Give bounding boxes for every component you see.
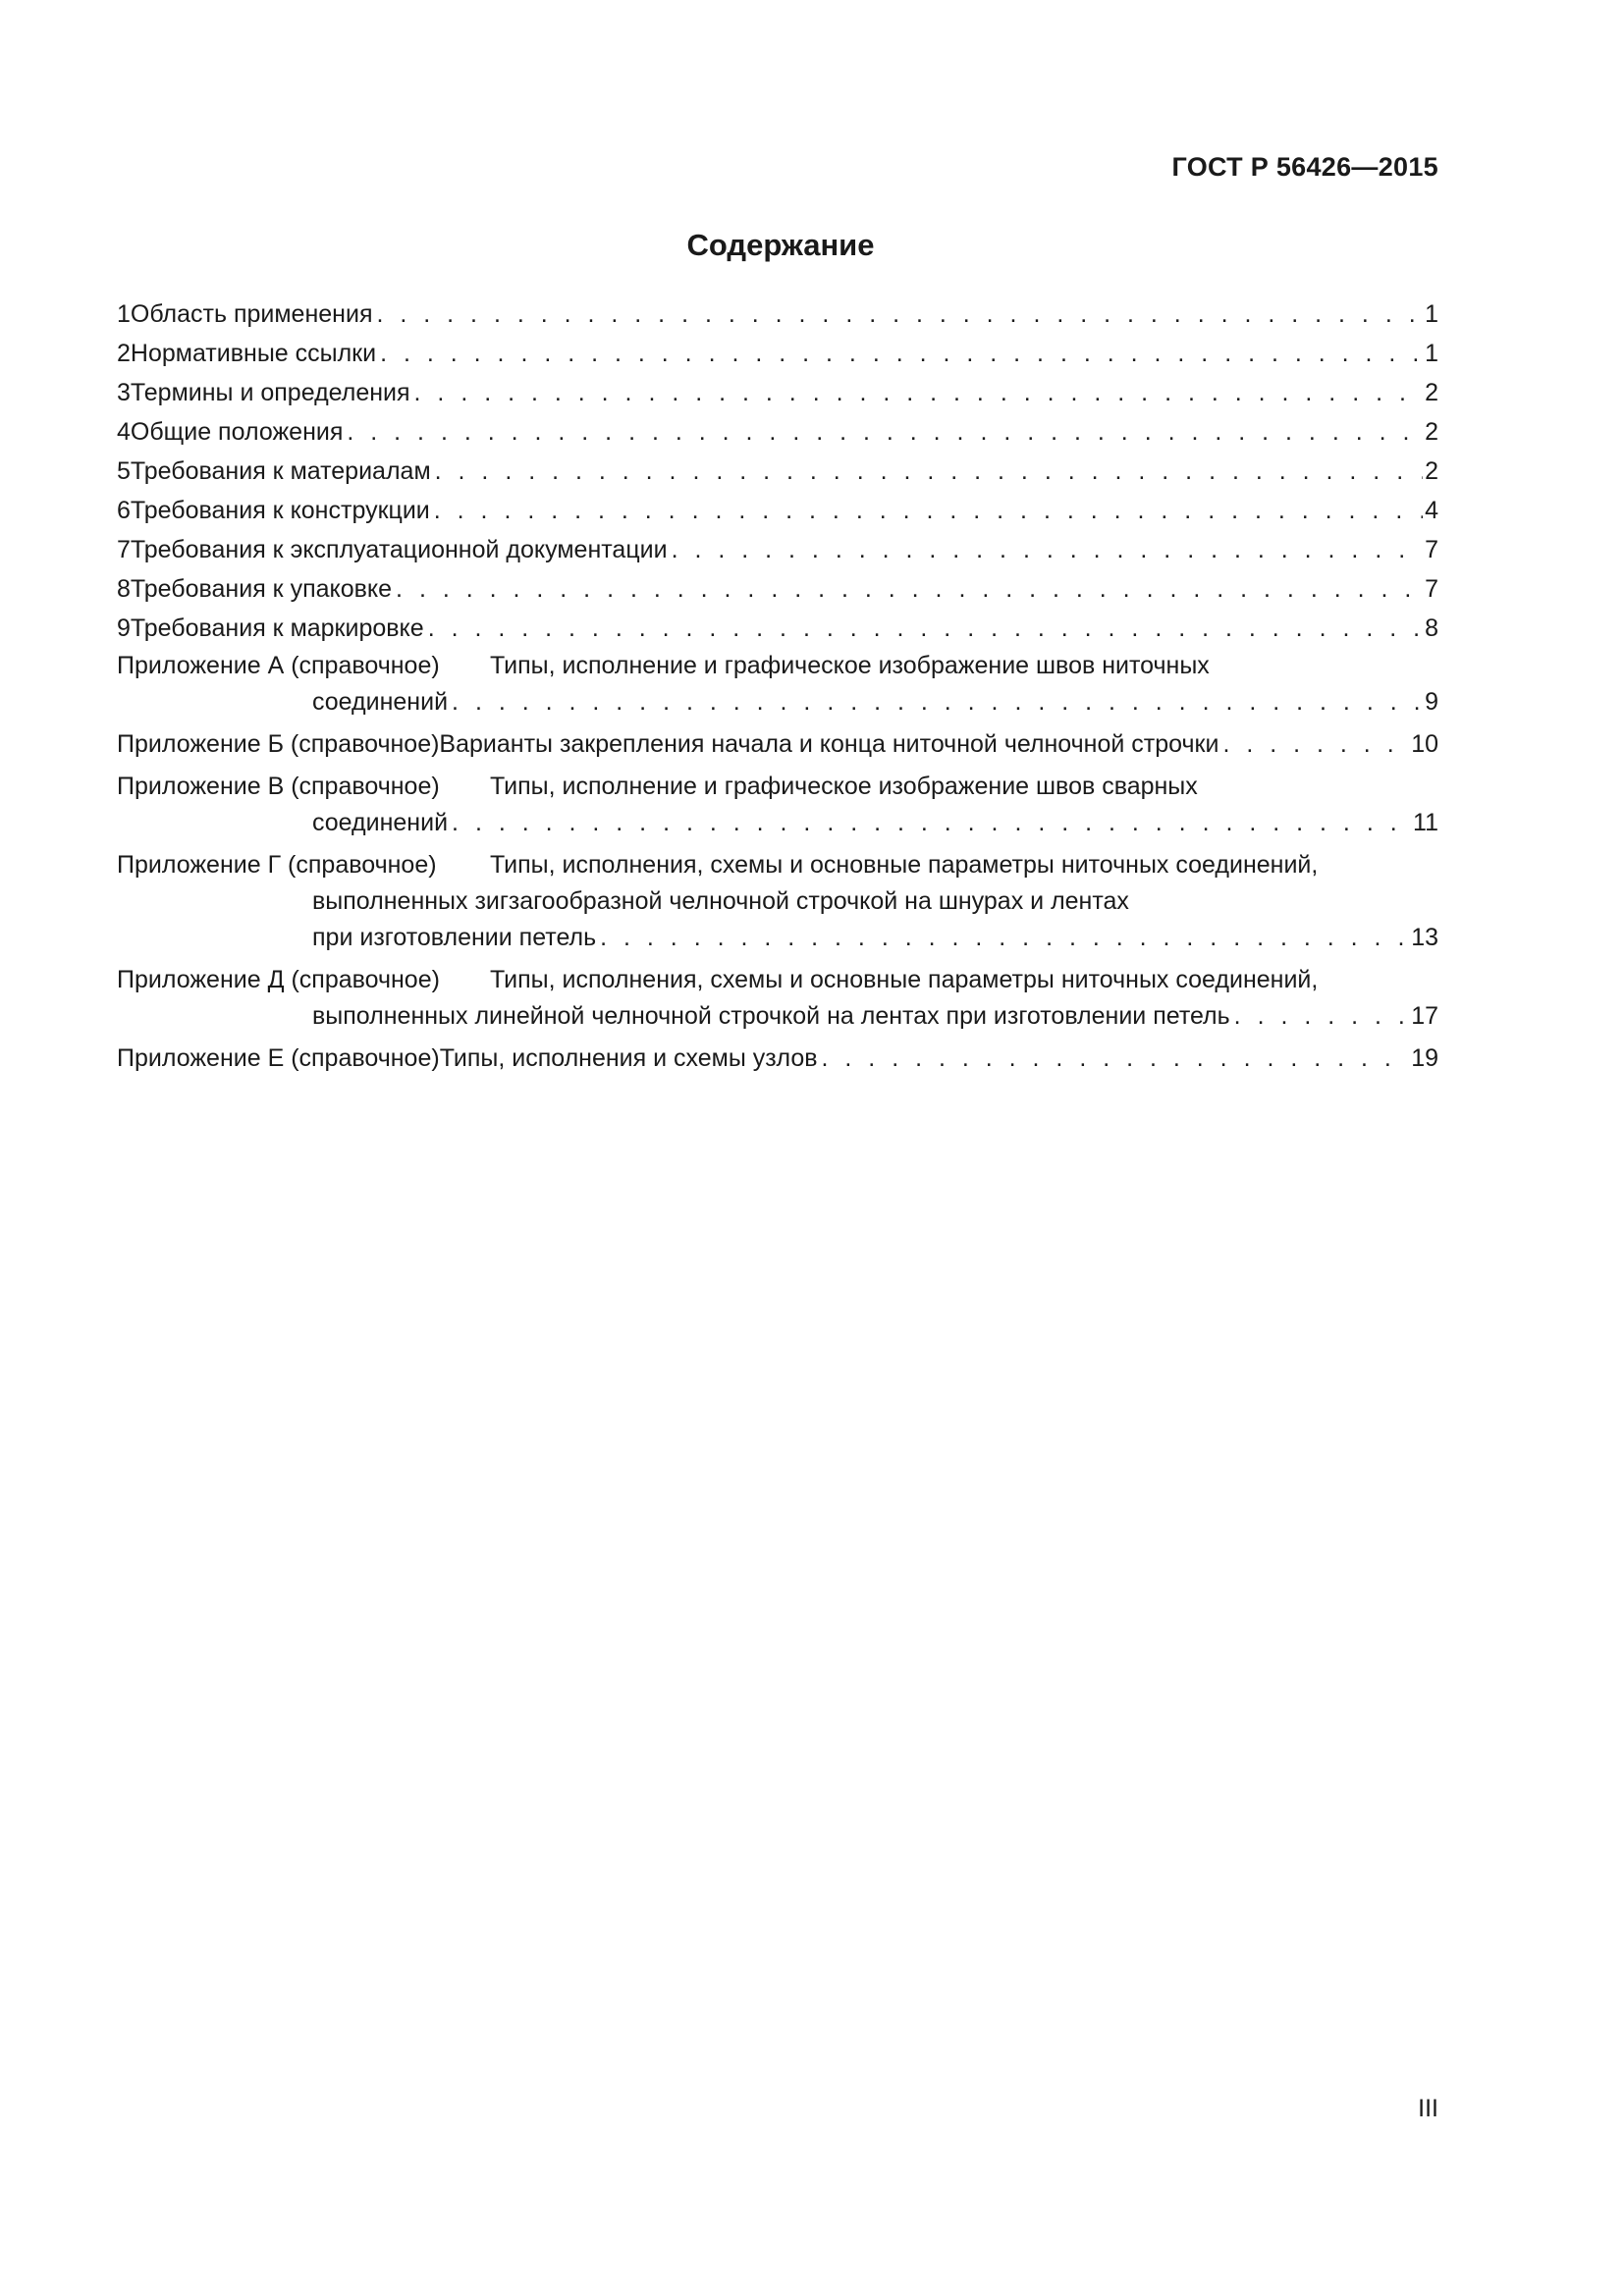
- toc-entry-section-3[interactable]: [117, 373, 1438, 412]
- toc-entry-number: 8: [117, 575, 131, 603]
- toc-entry-title-continued: выполненных линейной челночной строчкой на лентах при изготовлении петель: [312, 1002, 1230, 1030]
- toc-entry-appendix-d[interactable]: [117, 962, 1438, 1035]
- toc-leader-dots: [347, 412, 1423, 452]
- toc-entry-page: 1: [1425, 340, 1438, 367]
- table-of-contents: [117, 294, 1438, 1077]
- toc-appendix-label: Приложение А (справочное): [117, 652, 440, 679]
- toc-entry-section-8[interactable]: [117, 569, 1438, 609]
- toc-leader-dots: [376, 294, 1423, 334]
- toc-entry-title: Требования к материалам: [130, 457, 431, 485]
- toc-entry-number: 4: [117, 418, 131, 446]
- toc-entry-page: 13: [1411, 924, 1438, 951]
- toc-entry-title-continued: соединений: [312, 688, 449, 716]
- toc-entry-section-5[interactable]: [117, 452, 1438, 491]
- toc-entry-number: 7: [117, 536, 131, 563]
- toc-entry-section-9[interactable]: [117, 609, 1438, 648]
- toc-entry-section-1[interactable]: [117, 294, 1438, 334]
- toc-leader-dots: [600, 920, 1409, 956]
- toc-entry-section-4[interactable]: [117, 412, 1438, 452]
- toc-entry-page: 17: [1411, 1002, 1438, 1030]
- toc-entry-title: Требования к маркировке: [130, 614, 424, 642]
- toc-entry-title: Типы, исполнения, схемы и основные параметры ниточных соединений,: [490, 966, 1319, 993]
- toc-leader-dots: [452, 805, 1411, 841]
- toc-entry-title: Область применения: [130, 300, 373, 328]
- toc-entry-page: 2: [1425, 418, 1438, 446]
- toc-entry-title-continued: выполненных зигзагообразной челночной строчкой на шнурах и лентах: [312, 887, 1129, 915]
- toc-leader-dots: [428, 609, 1423, 648]
- toc-entry-title: Типы, исполнение и графическое изображение швов сварных: [490, 773, 1198, 800]
- toc-entry-page: 7: [1425, 575, 1438, 603]
- toc-leader-dots: [414, 373, 1424, 412]
- document-code: ГОСТ Р 56426—2015: [1171, 152, 1438, 182]
- toc-entry-section-2[interactable]: [117, 334, 1438, 373]
- toc-entry-number: 2: [117, 340, 131, 367]
- toc-entry-page: 9: [1425, 688, 1438, 716]
- toc-entry-title: Нормативные ссылки: [130, 340, 377, 367]
- toc-appendix-label: Приложение Е (справочное): [117, 1044, 440, 1072]
- toc-entry-title: Типы, исполнение и графическое изображение швов ниточных: [490, 652, 1210, 679]
- toc-entry-appendix-g[interactable]: [117, 847, 1438, 956]
- toc-entry-number: 6: [117, 497, 131, 524]
- toc-appendix-label: Приложение Б (справочное): [117, 730, 440, 758]
- toc-appendix-label: Приложение Г (справочное): [117, 851, 437, 879]
- toc-leader-dots: [672, 530, 1424, 569]
- toc-entry-title: Типы, исполнения и схемы узлов: [439, 1044, 818, 1072]
- toc-appendix-label: Приложение В (справочное): [117, 773, 440, 800]
- toc-entry-title: Термины и определения: [130, 379, 410, 406]
- toc-leader-dots: [435, 452, 1423, 491]
- toc-entry-number: 3: [117, 379, 131, 406]
- toc-entry-title: Типы, исполнения, схемы и основные параметры ниточных соединений,: [490, 851, 1319, 879]
- toc-entry-page: 7: [1425, 536, 1438, 563]
- toc-entry-title: Общие положения: [130, 418, 344, 446]
- toc-leader-dots: [380, 334, 1423, 373]
- toc-title: Содержание: [686, 228, 875, 262]
- toc-entry-number: 1: [117, 300, 131, 328]
- toc-entry-page: 8: [1425, 614, 1438, 642]
- toc-entry-title-continued: при изготовлении петель: [312, 924, 597, 951]
- toc-leader-dots: [452, 684, 1423, 721]
- toc-entry-page: 19: [1411, 1044, 1438, 1072]
- toc-entry-title-continued: соединений: [312, 809, 449, 836]
- toc-entry-title: Варианты закрепления начала и конца ниточной челночной строчки: [439, 730, 1219, 758]
- toc-entry-page: 4: [1425, 497, 1438, 524]
- toc-entry-section-7[interactable]: [117, 530, 1438, 569]
- toc-leader-dots: [434, 491, 1423, 530]
- toc-leader-dots: [822, 1041, 1410, 1077]
- toc-entry-title: Требования к конструкции: [130, 497, 430, 524]
- toc-entry-appendix-b[interactable]: [117, 726, 1438, 763]
- toc-entry-appendix-a[interactable]: [117, 648, 1438, 721]
- toc-entry-appendix-v[interactable]: [117, 769, 1438, 841]
- toc-appendix-label: Приложение Д (справочное): [117, 966, 440, 993]
- toc-entry-number: 9: [117, 614, 131, 642]
- toc-entry-page: 2: [1425, 457, 1438, 485]
- toc-leader-dots: [1234, 998, 1410, 1035]
- toc-entry-title: Требования к эксплуатационной документации: [130, 536, 668, 563]
- toc-entry-title: Требования к упаковке: [130, 575, 393, 603]
- toc-entry-number: 5: [117, 457, 131, 485]
- toc-entry-page: 1: [1425, 300, 1438, 328]
- page-number: III: [1418, 2095, 1438, 2122]
- toc-leader-dots: [1222, 726, 1409, 763]
- toc-entry-page: 10: [1411, 730, 1438, 758]
- toc-entry-appendix-e[interactable]: [117, 1041, 1438, 1077]
- toc-leader-dots: [396, 569, 1423, 609]
- toc-entry-section-6[interactable]: [117, 491, 1438, 530]
- toc-entry-page: 2: [1425, 379, 1438, 406]
- toc-entry-page: 11: [1413, 809, 1438, 836]
